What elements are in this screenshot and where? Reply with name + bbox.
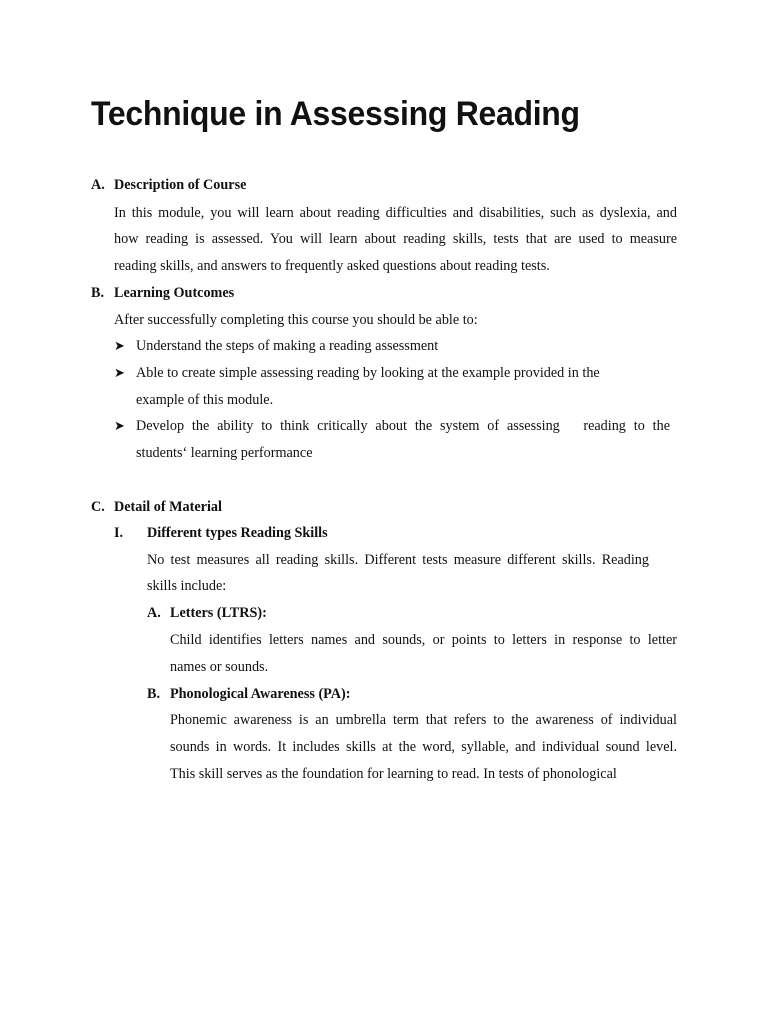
item-b-line-2: sounds in words. It includes skills at the word, syllable, and individual sound level.	[170, 739, 677, 755]
bullet-arrow-icon: ➤	[114, 338, 125, 353]
item-b-line-1: Phonemic awareness is an umbrella term that refers to the awareness of individual	[170, 712, 677, 728]
section-b-marker: B.	[91, 285, 105, 301]
outcome-3-line-1: Develop the ability to think critically about the system of assessing reading to the	[136, 418, 670, 434]
section-b-heading: Learning Outcomes	[114, 285, 235, 301]
item-b-line-3: This skill serves as the foundation for learning to read. In tests of phonological	[170, 766, 617, 782]
bullet-arrow-icon: ➤	[114, 418, 125, 433]
item-b-marker: B.	[147, 686, 161, 702]
section-c-heading: Detail of Material	[114, 499, 222, 515]
item-a-marker: A.	[147, 605, 161, 621]
subsection-i-heading: Different types Reading Skills	[147, 525, 328, 541]
item-b-heading: Phonological Awareness (PA):	[170, 686, 351, 702]
section-a-line-3: reading skills, and answers to frequently asked questions about reading tests.	[114, 258, 550, 274]
section-c-marker: C.	[91, 499, 105, 515]
outcome-3-line-2: students‘ learning performance	[136, 445, 313, 461]
section-a-line-2: how reading is assessed. You will learn about reading skills, tests that are used to measure	[114, 231, 677, 247]
item-a-line-1: Child identifies letters names and sounds, or points to letters in response to letter	[170, 632, 677, 648]
subsection-i-line-2: skills include:	[147, 578, 227, 594]
item-a-heading: Letters (LTRS):	[170, 605, 267, 621]
section-a-heading: Description of Course	[114, 177, 247, 193]
subsection-i-marker: I.	[114, 525, 124, 541]
section-b-intro: After successfully completing this course you should be able to:	[114, 312, 478, 328]
outcome-2-line-1: Able to create simple assessing reading by looking at the example provided in the	[136, 365, 600, 381]
page-title: Technique in Assessing Reading	[91, 95, 580, 133]
item-a-line-2: names or sounds.	[170, 659, 269, 675]
bullet-arrow-icon: ➤	[114, 365, 125, 380]
outcome-2-line-2: example of this module.	[136, 392, 274, 408]
outcome-1-line-1: Understand the steps of making a reading assessment	[136, 338, 439, 354]
subsection-i-line-1: No test measures all reading skills. Different tests measure different skills. Reading	[147, 552, 649, 568]
section-a-line-1: In this module, you will learn about reading difficulties and disabilities, such as dyslexia, and	[114, 205, 677, 221]
section-a-marker: A.	[91, 177, 105, 193]
